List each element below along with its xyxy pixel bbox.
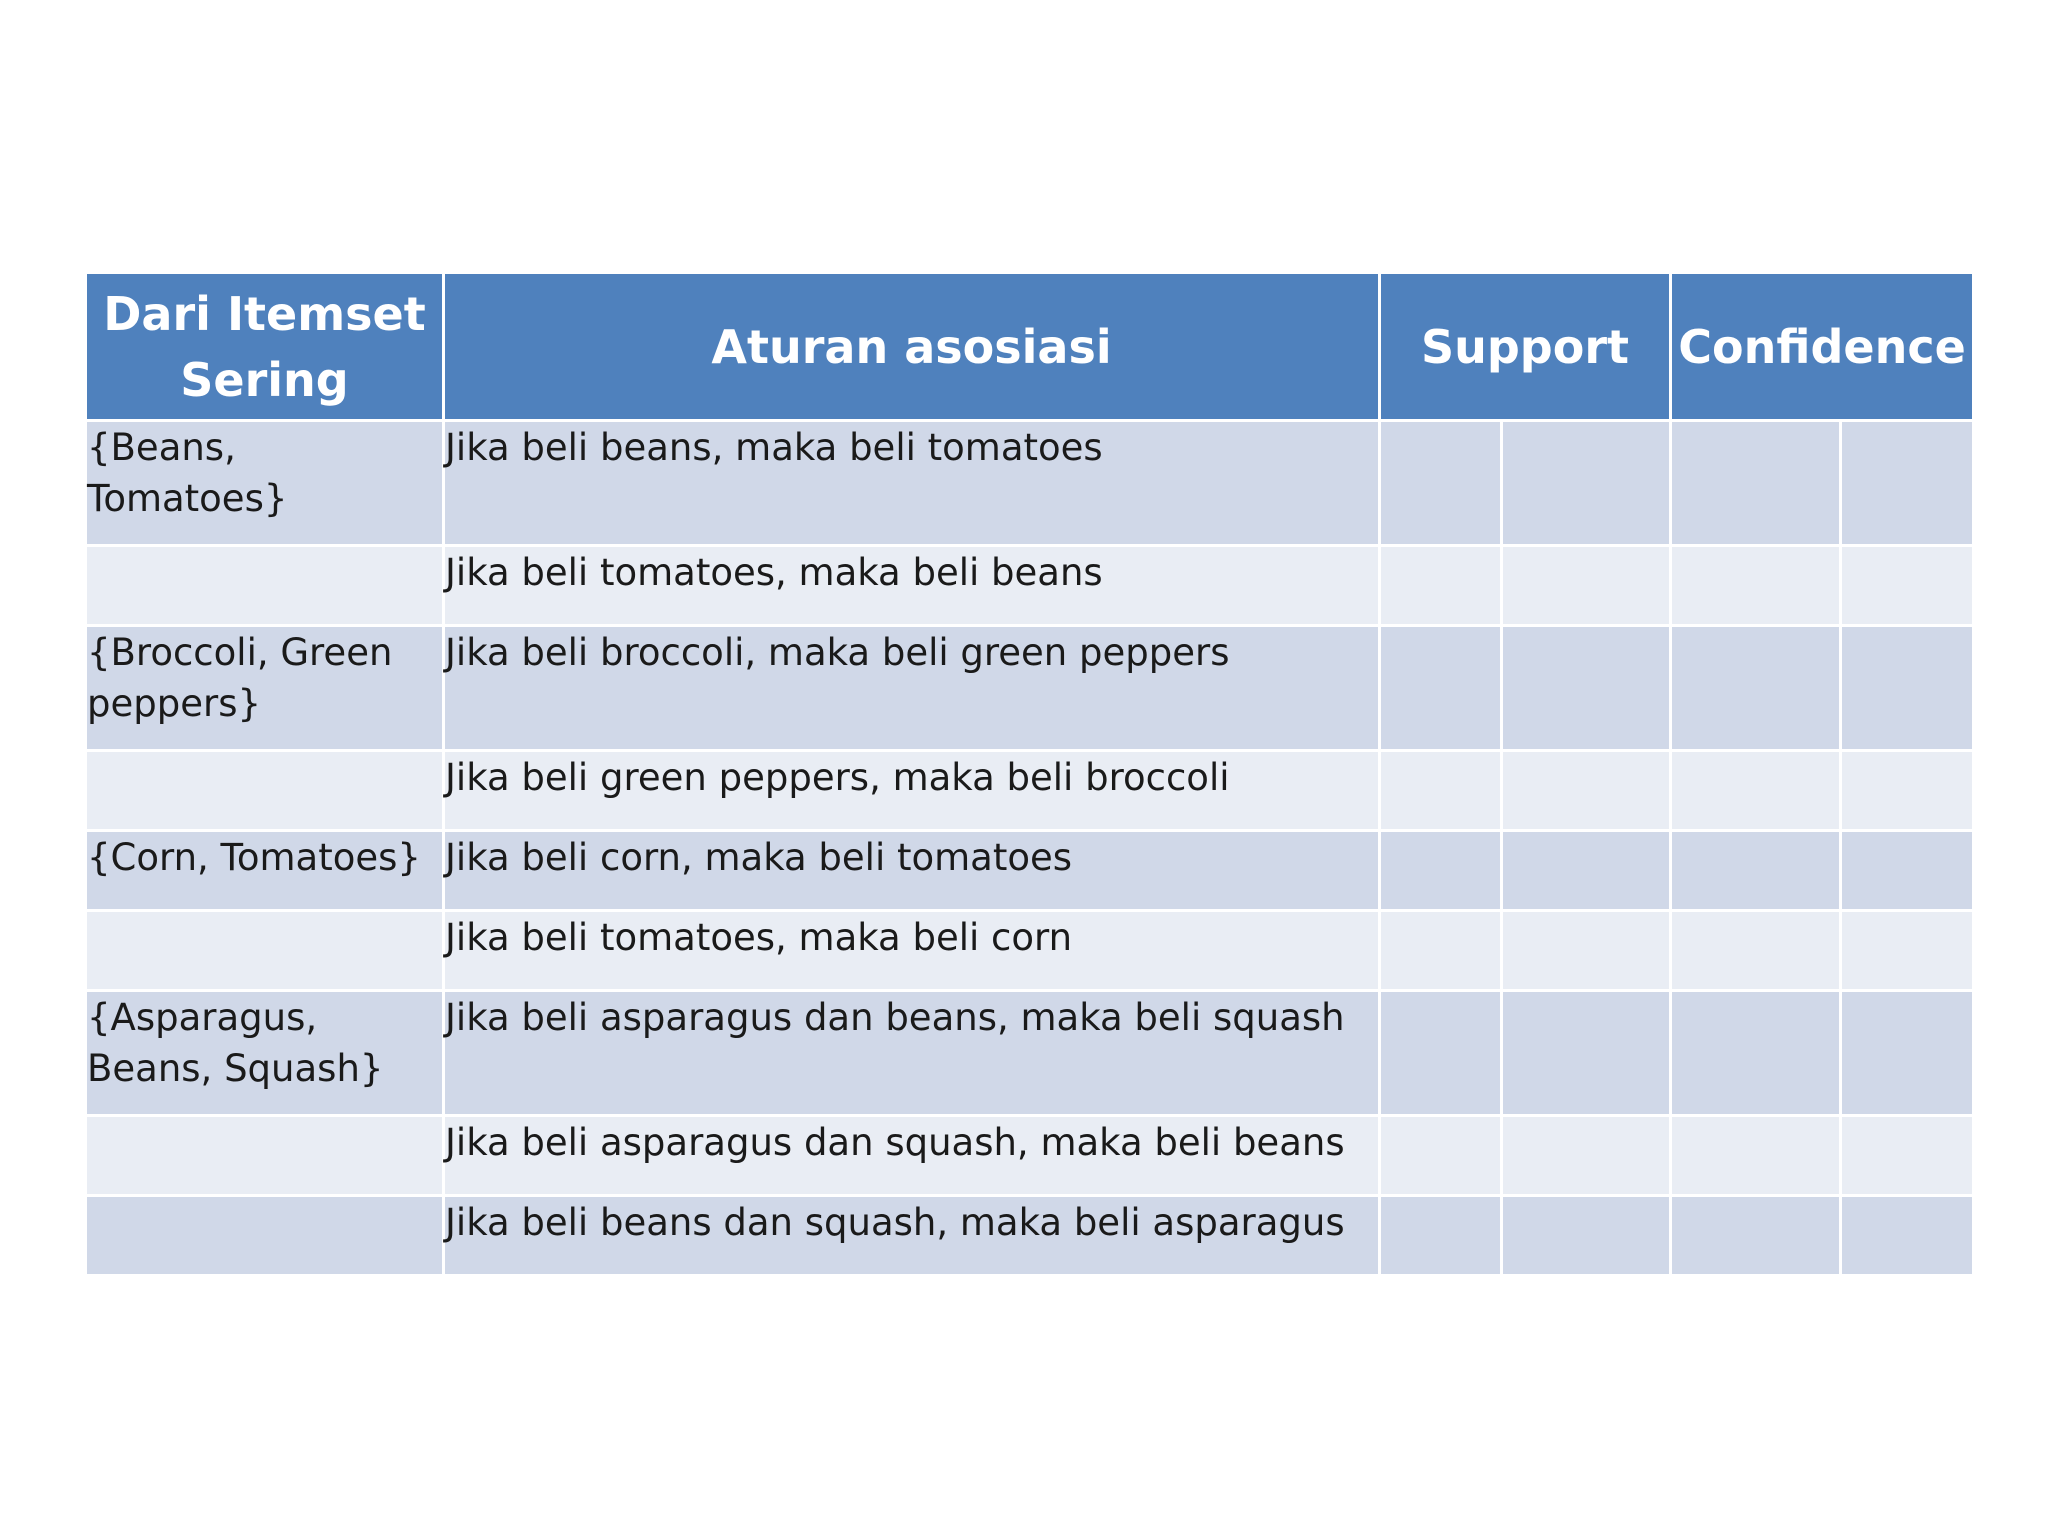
header-itemset: Dari Itemset Sering	[86, 273, 444, 421]
table-row	[86, 751, 1974, 831]
confidence-cell-a	[1671, 421, 1841, 546]
support-cell-a	[1380, 546, 1502, 626]
table-row	[86, 546, 1974, 626]
itemset-cell	[86, 1196, 444, 1276]
itemset-cell: {Beans, Tomatoes}	[86, 421, 444, 546]
table-row	[86, 1116, 1974, 1196]
confidence-cell-b	[1841, 991, 1974, 1116]
confidence-cell-b	[1841, 1116, 1974, 1196]
support-cell-a	[1380, 911, 1502, 991]
confidence-cell-b	[1841, 1196, 1974, 1276]
table-row	[86, 991, 1974, 1116]
confidence-cell-a	[1671, 1116, 1841, 1196]
header-rule: Aturan asosiasi	[444, 273, 1380, 421]
header-support: Support	[1380, 273, 1671, 421]
confidence-cell-b	[1841, 626, 1974, 751]
support-cell-a	[1380, 421, 1502, 546]
rule-cell: Jika beli tomatoes, maka beli beans	[444, 546, 1380, 626]
confidence-cell-a	[1671, 626, 1841, 751]
confidence-cell-a	[1671, 546, 1841, 626]
rule-cell: Jika beli asparagus dan beans, maka beli squash	[444, 991, 1380, 1116]
rule-cell: Jika beli tomatoes, maka beli corn	[444, 911, 1380, 991]
confidence-cell-a	[1671, 991, 1841, 1116]
table-row	[86, 421, 1974, 546]
support-cell-b	[1502, 546, 1671, 626]
confidence-cell-b	[1841, 751, 1974, 831]
confidence-cell-b	[1841, 546, 1974, 626]
itemset-cell	[86, 751, 444, 831]
confidence-cell-a	[1671, 831, 1841, 911]
table-row	[86, 626, 1974, 751]
support-cell-b	[1502, 421, 1671, 546]
support-cell-a	[1380, 1196, 1502, 1276]
table-row	[86, 911, 1974, 991]
confidence-cell-b	[1841, 831, 1974, 911]
itemset-cell: {Corn, Tomatoes}	[86, 831, 444, 911]
support-cell-b	[1502, 1116, 1671, 1196]
support-cell-a	[1380, 1116, 1502, 1196]
itemset-cell: {Broccoli, Green peppers}	[86, 626, 444, 751]
support-cell-b	[1502, 831, 1671, 911]
support-cell-a	[1380, 626, 1502, 751]
itemset-cell: {Asparagus, Beans, Squash}	[86, 991, 444, 1116]
header-confidence: Confidence	[1671, 273, 1974, 421]
support-cell-b	[1502, 751, 1671, 831]
confidence-cell-a	[1671, 1196, 1841, 1276]
support-cell-b	[1502, 911, 1671, 991]
association-rules-table	[84, 271, 1975, 1277]
confidence-cell-a	[1671, 911, 1841, 991]
table-row	[86, 831, 1974, 911]
support-cell-a	[1380, 831, 1502, 911]
header-row	[86, 273, 1974, 421]
itemset-cell	[86, 911, 444, 991]
support-cell-b	[1502, 991, 1671, 1116]
rule-cell: Jika beli green peppers, maka beli broccoli	[444, 751, 1380, 831]
rule-cell: Jika beli beans, maka beli tomatoes	[444, 421, 1380, 546]
support-cell-a	[1380, 751, 1502, 831]
confidence-cell-b	[1841, 421, 1974, 546]
rule-cell: Jika beli asparagus dan squash, maka beli beans	[444, 1116, 1380, 1196]
confidence-cell-b	[1841, 911, 1974, 991]
rule-cell: Jika beli corn, maka beli tomatoes	[444, 831, 1380, 911]
support-cell-a	[1380, 991, 1502, 1116]
rule-cell: Jika beli broccoli, maka beli green peppers	[444, 626, 1380, 751]
itemset-cell	[86, 1116, 444, 1196]
support-cell-b	[1502, 1196, 1671, 1276]
itemset-cell	[86, 546, 444, 626]
rule-cell: Jika beli beans dan squash, maka beli asparagus	[444, 1196, 1380, 1276]
confidence-cell-a	[1671, 751, 1841, 831]
support-cell-b	[1502, 626, 1671, 751]
table-row	[86, 1196, 1974, 1276]
